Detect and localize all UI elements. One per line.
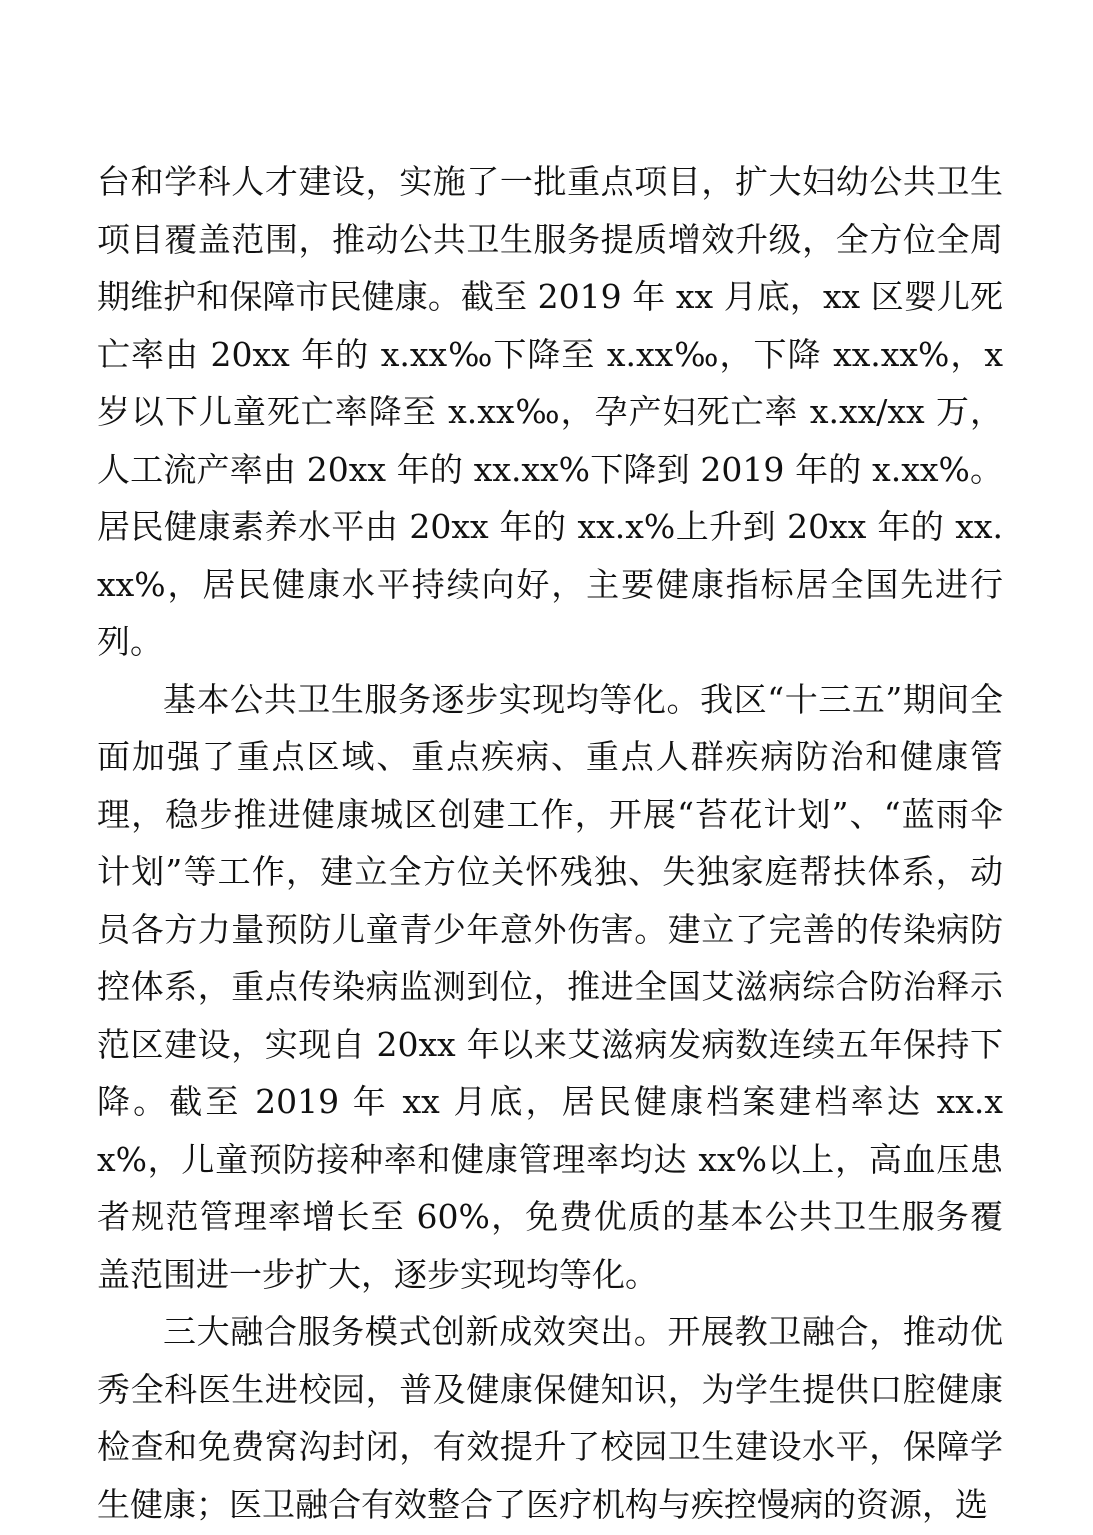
- paragraph-integrated-service-models: 三大融合服务模式创新成效突出。开展教卫融合，推动优秀全科医生进校园，普及健康保健知识，为学生提供口腔健康检查和免费窝沟封闭，有效提升了校园卫生建设水平，保障学生健康；医卫融合有效整合了医疗机构与疾控慢病的资源，选: [97, 1312, 1003, 1524]
- paragraph-public-health-services: 基本公共卫生服务逐步实现均等化。我区“十三五”期间全面加强了重点区域、重点疾病、重点人群疾病防治和健康管理，稳步推进健康城区创建工作，开展“苔花计划”、“蓝雨伞计划”等工作，建立全方位关怀残独、失独家庭帮扶体系，动员各方力量预防儿童青少年意外伤害。建立了完善的传染病防控体系，重点传染病监测到位，推进全国艾滋病综合防治释示范区建设，实现自 20xx 年以来艾滋病发病数连续五年保持下降。截至 2019 年 xx 月底，居民健康档案建档率达 xx.xx%，儿童预防接种率和健康管理率均达 xx%以上，高血压患者规范管理率增长至 60%，免费优质的基本公共卫生服务覆盖范围进一步扩大，逐步实现均等化。: [97, 679, 1003, 1294]
- document-page: [97, 153, 1003, 1533]
- paragraph-health-indicators: 台和学科人才建设，实施了一批重点项目，扩大妇幼公共卫生项目覆盖范围，推动公共卫生服务提质增效升级，全方位全周期维护和保障市民健康。截至 2019 年 xx 月底，xx 区婴儿死亡率由 20xx 年的 x.xx‰下降至 x.xx‰，下降 xx.xx%，x 岁以下儿童死亡率降至 x.xx‰，孕产妇死亡率 x.xx/xx 万，人工流产率由 20xx 年的 xx.xx%下降到 2019 年的 x.xx%。居民健康素养水平由 20xx 年的 xx.x%上升到 20xx 年的 xx.xx%，居民健康水平持续向好，主要健康指标居全国先进行列。: [97, 162, 1003, 661]
